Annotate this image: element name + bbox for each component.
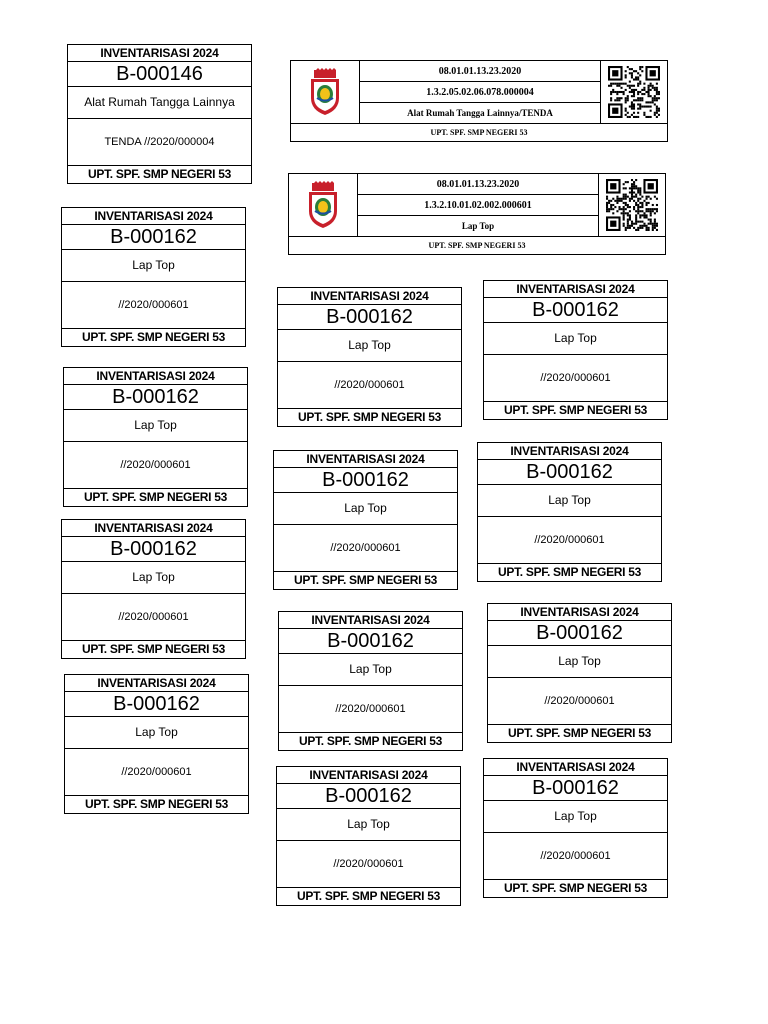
label-code: B-000162: [65, 692, 248, 717]
label-header: INVENTARISASI 2024: [64, 368, 247, 385]
label-register: //2020/000601: [62, 594, 245, 641]
inventory-label: [273, 450, 458, 590]
label-code: B-000162: [62, 537, 245, 562]
label-code: B-000162: [488, 621, 671, 646]
label-item-name: Lap Top: [62, 562, 245, 594]
label-register: TENDA //2020/000004: [68, 119, 251, 166]
label-unit: UPT. SPF. SMP NEGERI 53: [88, 167, 231, 181]
label-header: INVENTARISASI 2024: [62, 520, 245, 537]
label-header: INVENTARISASI 2024: [279, 612, 462, 629]
label-item-name: Lap Top: [274, 493, 457, 525]
inventory-label: [483, 280, 668, 420]
label-header: INVENTARISASI 2024: [488, 604, 671, 621]
label-unit: UPT. SPF. SMP NEGERI 53: [85, 797, 228, 811]
label-register: //2020/000601: [488, 678, 671, 725]
label-header: INVENTARISASI 2024: [68, 45, 251, 62]
inventory-label: [278, 611, 463, 751]
label-code: B-000162: [484, 776, 667, 801]
label-register: //2020/000601: [279, 686, 462, 733]
label-item-name: Lap Top: [279, 654, 462, 686]
qr-label-item: Lap Top: [461, 221, 495, 231]
label-item-name: Lap Top: [478, 485, 661, 517]
label-header: INVENTARISASI 2024: [65, 675, 248, 692]
label-register: //2020/000601: [62, 282, 245, 329]
label-code: B-000162: [62, 225, 245, 250]
label-register: //2020/000601: [478, 517, 661, 564]
label-item-name: Lap Top: [277, 809, 460, 841]
inventory-label: [61, 519, 246, 659]
label-header: INVENTARISASI 2024: [478, 443, 661, 460]
label-header: INVENTARISASI 2024: [277, 767, 460, 784]
label-header: INVENTARISASI 2024: [274, 451, 457, 468]
label-unit: UPT. SPF. SMP NEGERI 53: [297, 889, 440, 903]
label-header: INVENTARISASI 2024: [484, 281, 667, 298]
inventory-label: [67, 44, 252, 184]
qr-code-icon: [598, 174, 665, 236]
makassar-city-emblem-icon: [289, 174, 358, 236]
label-register: //2020/000601: [65, 749, 248, 796]
label-unit: UPT. SPF. SMP NEGERI 53: [504, 403, 647, 417]
label-unit: UPT. SPF. SMP NEGERI 53: [298, 410, 441, 424]
qr-label-unit: UPT. SPF. SMP NEGERI 53: [428, 241, 526, 250]
inventory-label: [276, 766, 461, 906]
label-unit: UPT. SPF. SMP NEGERI 53: [508, 726, 651, 740]
inventory-label: [477, 442, 662, 582]
label-unit: UPT. SPF. SMP NEGERI 53: [84, 490, 227, 504]
label-item-name: Lap Top: [65, 717, 248, 749]
label-item-name: Alat Rumah Tangga Lainnya: [68, 87, 251, 119]
makassar-city-emblem-icon: [291, 61, 360, 123]
inventory-label: [483, 758, 668, 898]
inventory-label: [63, 367, 248, 507]
label-register: //2020/000601: [484, 833, 667, 880]
label-unit: UPT. SPF. SMP NEGERI 53: [498, 565, 641, 579]
label-header: INVENTARISASI 2024: [484, 759, 667, 776]
qr-label-date-code: 08.01.01.13.23.2020: [360, 61, 600, 82]
label-unit: UPT. SPF. SMP NEGERI 53: [504, 881, 647, 895]
label-code: B-000162: [274, 468, 457, 493]
label-register: //2020/000601: [274, 525, 457, 572]
label-register: //2020/000601: [277, 841, 460, 888]
label-item-name: Lap Top: [484, 323, 667, 355]
qr-code-icon: [600, 61, 667, 123]
label-code: B-000162: [484, 298, 667, 323]
label-unit: UPT. SPF. SMP NEGERI 53: [294, 573, 437, 587]
qr-asset-label: [290, 60, 668, 142]
label-item-name: Lap Top: [488, 646, 671, 678]
label-item-name: Lap Top: [62, 250, 245, 282]
label-code: B-000146: [68, 62, 251, 87]
label-header: INVENTARISASI 2024: [278, 288, 461, 305]
label-register: //2020/000601: [64, 442, 247, 489]
label-unit: UPT. SPF. SMP NEGERI 53: [82, 330, 225, 344]
qr-label-asset-code: 1.3.2.10.01.02.002.000601: [358, 195, 598, 216]
label-code: B-000162: [277, 784, 460, 809]
label-header: INVENTARISASI 2024: [62, 208, 245, 225]
label-register: //2020/000601: [484, 355, 667, 402]
qr-label-unit: UPT. SPF. SMP NEGERI 53: [430, 128, 528, 137]
inventory-label: [64, 674, 249, 814]
label-unit: UPT. SPF. SMP NEGERI 53: [82, 642, 225, 656]
qr-label-date-code: 08.01.01.13.23.2020: [358, 174, 598, 195]
label-item-name: Lap Top: [278, 330, 461, 362]
label-code: B-000162: [64, 385, 247, 410]
label-unit: UPT. SPF. SMP NEGERI 53: [299, 734, 442, 748]
inventory-label: [277, 287, 462, 427]
qr-label-item: Alat Rumah Tangga Lainnya/TENDA: [407, 108, 553, 118]
label-code: B-000162: [278, 305, 461, 330]
label-item-name: Lap Top: [64, 410, 247, 442]
label-register: //2020/000601: [278, 362, 461, 409]
label-code: B-000162: [478, 460, 661, 485]
inventory-label: [487, 603, 672, 743]
label-code: B-000162: [279, 629, 462, 654]
qr-label-asset-code: 1.3.2.05.02.06.078.000004: [360, 82, 600, 103]
label-item-name: Lap Top: [484, 801, 667, 833]
qr-asset-label: [288, 173, 666, 255]
inventory-label: [61, 207, 246, 347]
